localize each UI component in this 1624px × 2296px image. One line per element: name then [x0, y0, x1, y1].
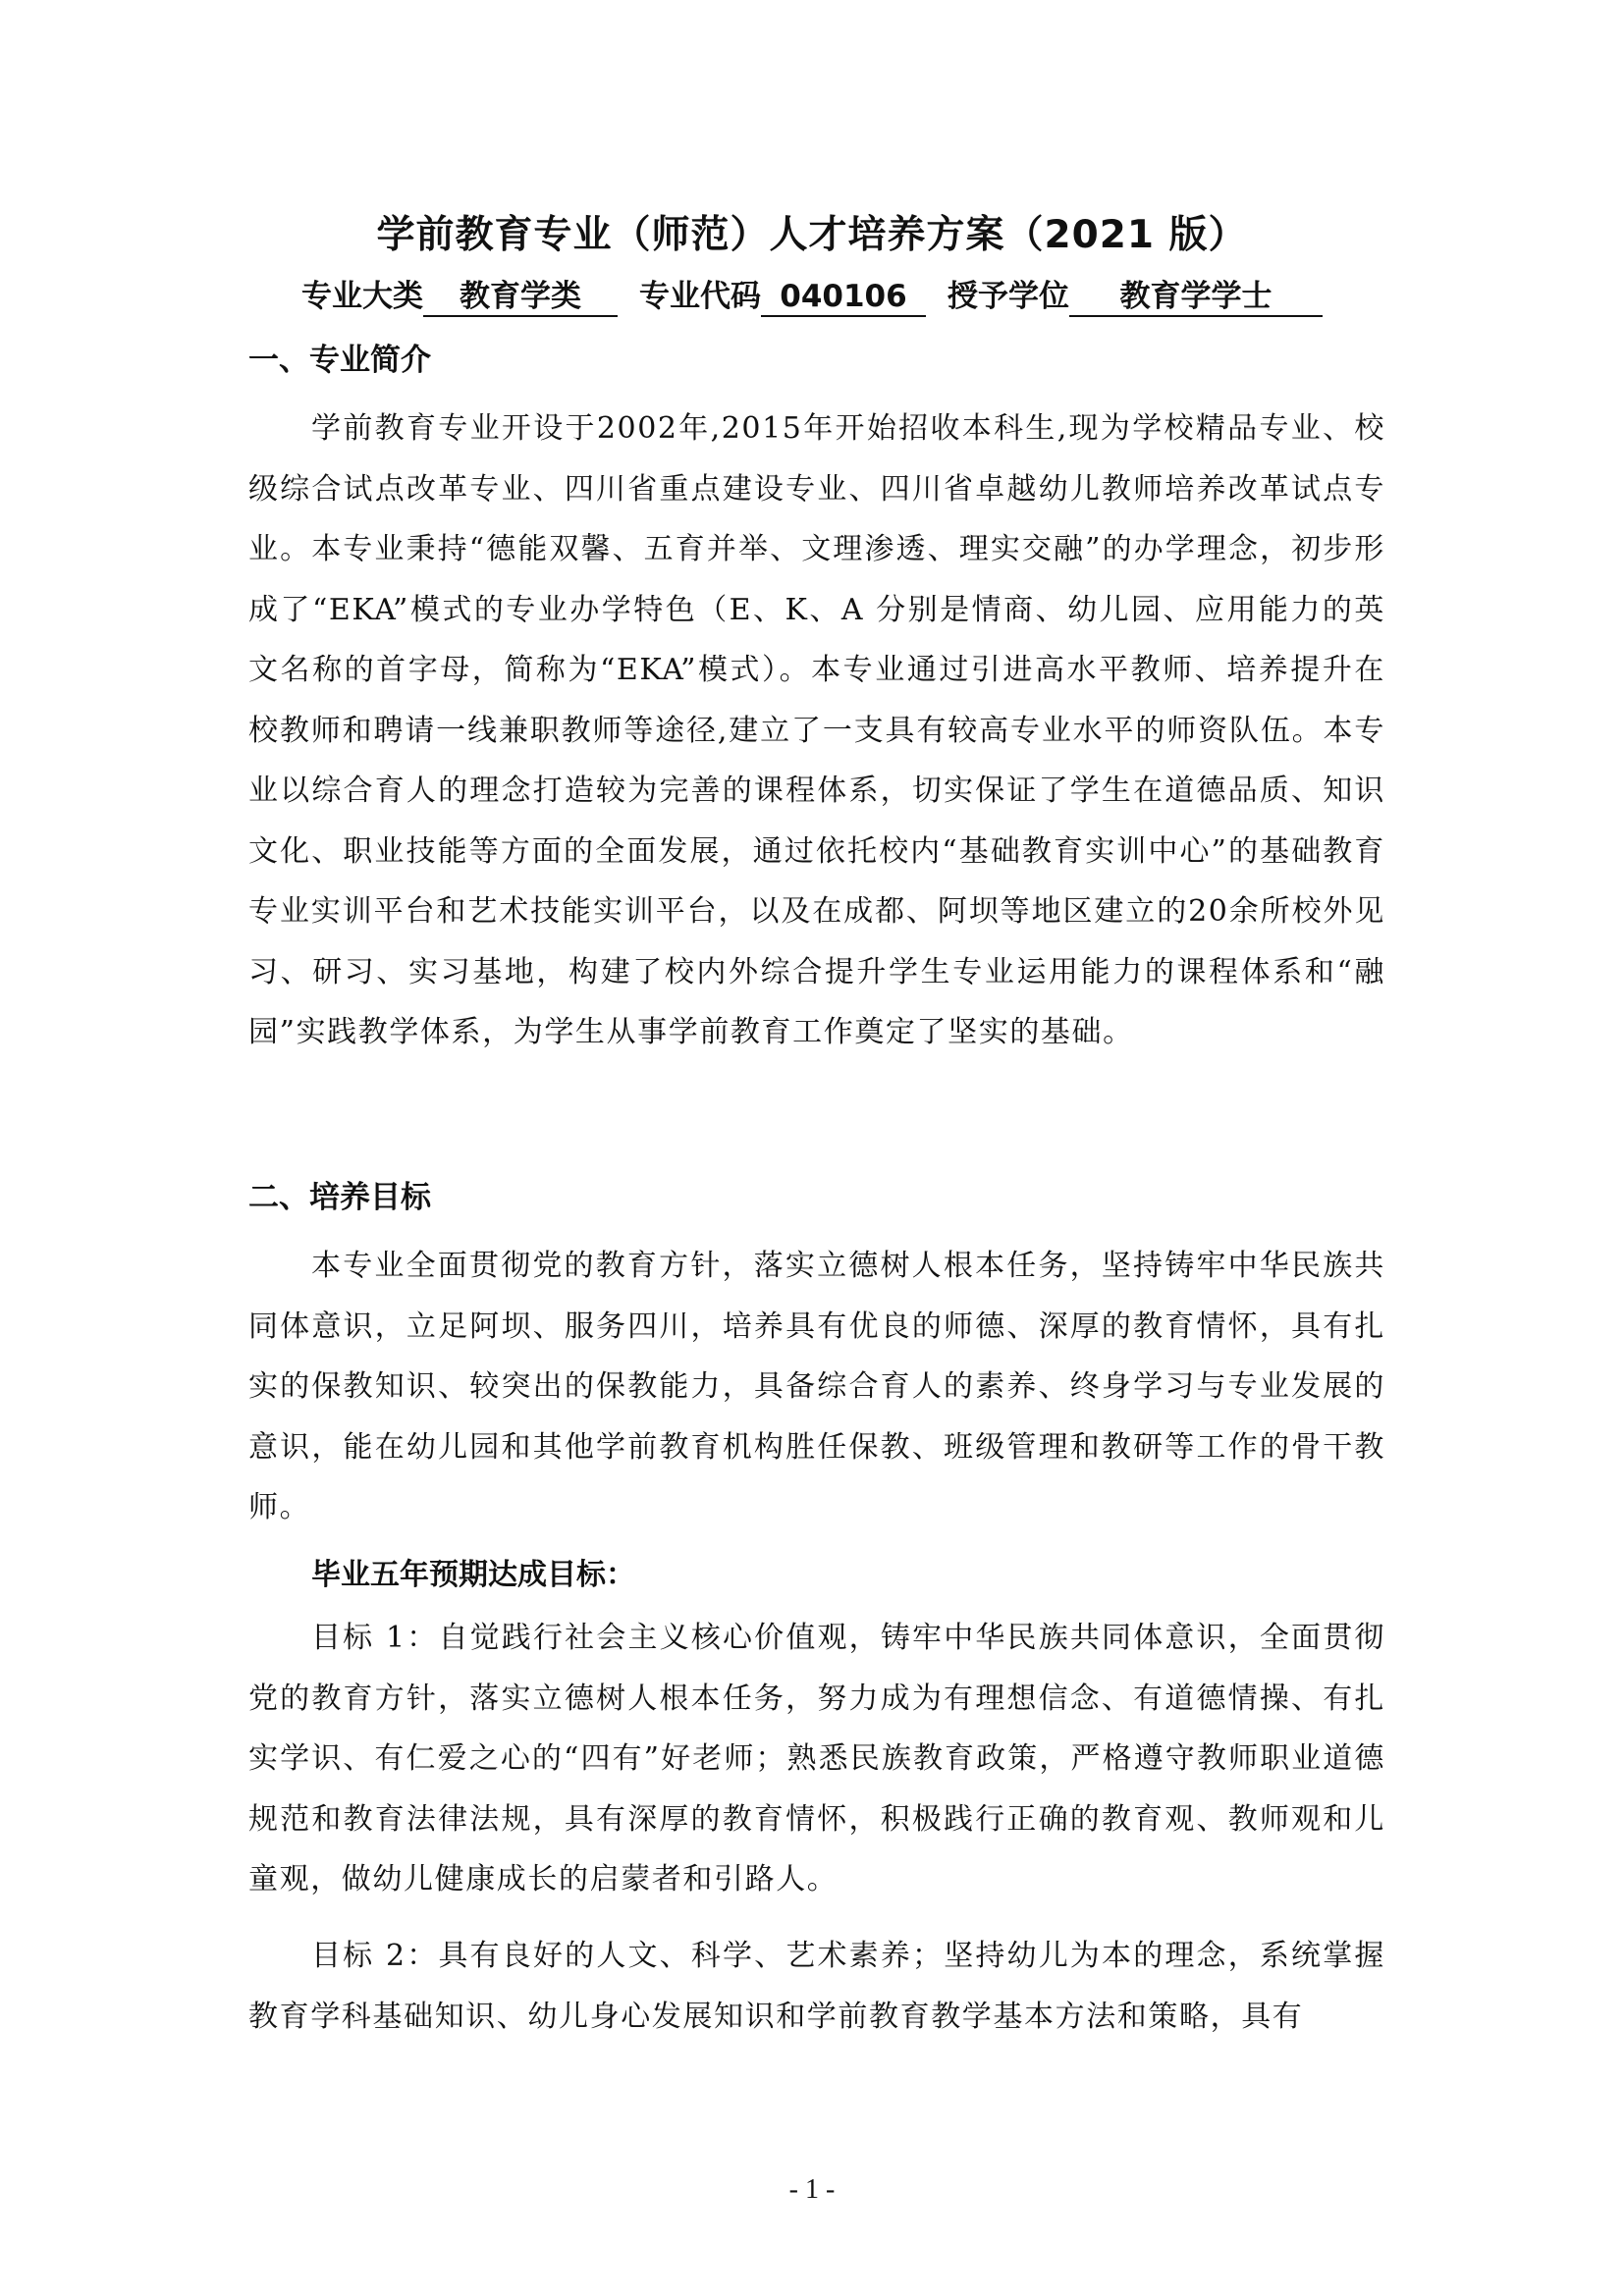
code-value: 040106 — [761, 278, 926, 317]
goal-1-paragraph: 目标 1：自觉践行社会主义核心价值观，铸牢中华民族共同体意识，全面贯彻党的教育方针，落实立德树人根本任务，努力成为有理想信念、有道德情操、有扎实学识、有仁爱之心的“四有”好老师；熟悉民族教育政策，严格遵守教师职业道德规范和教育法律法规，具有深厚的教育情怀，积极践行正确的教育观、教师观和儿童观，做幼儿健康成长的启蒙者和引路人。 — [248, 1621, 1385, 1896]
degree-label: 授予学位 — [947, 279, 1069, 314]
introduction-paragraph: 学前教育专业开设于2002年,2015年开始招收本科生,现为学校精品专业、校级综合试点改革专业、四川省重点建设专业、四川省卓越幼儿教师培养改革试点专业。本专业秉持“德能双馨、五育并举、文理渗透、理实交融”的办学理念，初步形成了“EKA”模式的专业办学特色（E、K、A 分别是情商、幼儿园、应用能力的英文名称的首字母，简称为“EKA”模式）。本专业通过引进高水平教师、培养提升在校教师和聘请一线兼职教师等途径,建立了一支具有较高专业水平的师资队伍。本专业以综合育人的理念打造较为完善的课程体系，切实保证了学生在道德品质、知识文化、职业技能等方面的全面发展，通过依托校内“基础教育实训中心”的基础教育专业实训平台和艺术技能实训平台，以及在成都、阿坝等地区建立的20余所校外见习、研习、实习基地，构建了校内外综合提升学生专业运用能力的课程体系和“融园”实践教学体系，为学生从事学前教育工作奠定了坚实的基础。 — [248, 411, 1385, 1049]
goal-2-paragraph: 目标 2：具有良好的人文、科学、艺术素养；坚持幼儿为本的理念，系统掌握教育学科基础知识、幼儿身心发展知识和学前教育教学基本方法和策略，具有 — [248, 1939, 1385, 2034]
degree-value: 教育学学士 — [1069, 278, 1323, 317]
program-meta-line — [0, 275, 1624, 318]
code-label: 专业代码 — [639, 279, 761, 314]
five-year-goals-heading: 毕业五年预期达成目标： — [311, 1558, 635, 1592]
section-heading-objectives: 二、培养目标 — [248, 1180, 431, 1215]
page-number: - 1 - — [788, 2174, 836, 2205]
category-label: 专业大类 — [301, 279, 423, 314]
document-title: 学前教育专业（师范）人才培养方案（2021 版） — [376, 213, 1248, 257]
category-value: 教育学类 — [423, 278, 618, 317]
section-heading-introduction: 一、专业简介 — [248, 343, 431, 378]
objectives-paragraph: 本专业全面贯彻党的教育方针，落实立德树人根本任务，坚持铸牢中华民族共同体意识，立足阿坝、服务四川，培养具有优良的师德、深厚的教育情怀，具有扎实的保教知识、较突出的保教能力，具备综合育人的素养、终身学习与专业发展的意识，能在幼儿园和其他学前教育机构胜任保教、班级管理和教研等工作的骨干教师。 — [248, 1249, 1385, 1524]
